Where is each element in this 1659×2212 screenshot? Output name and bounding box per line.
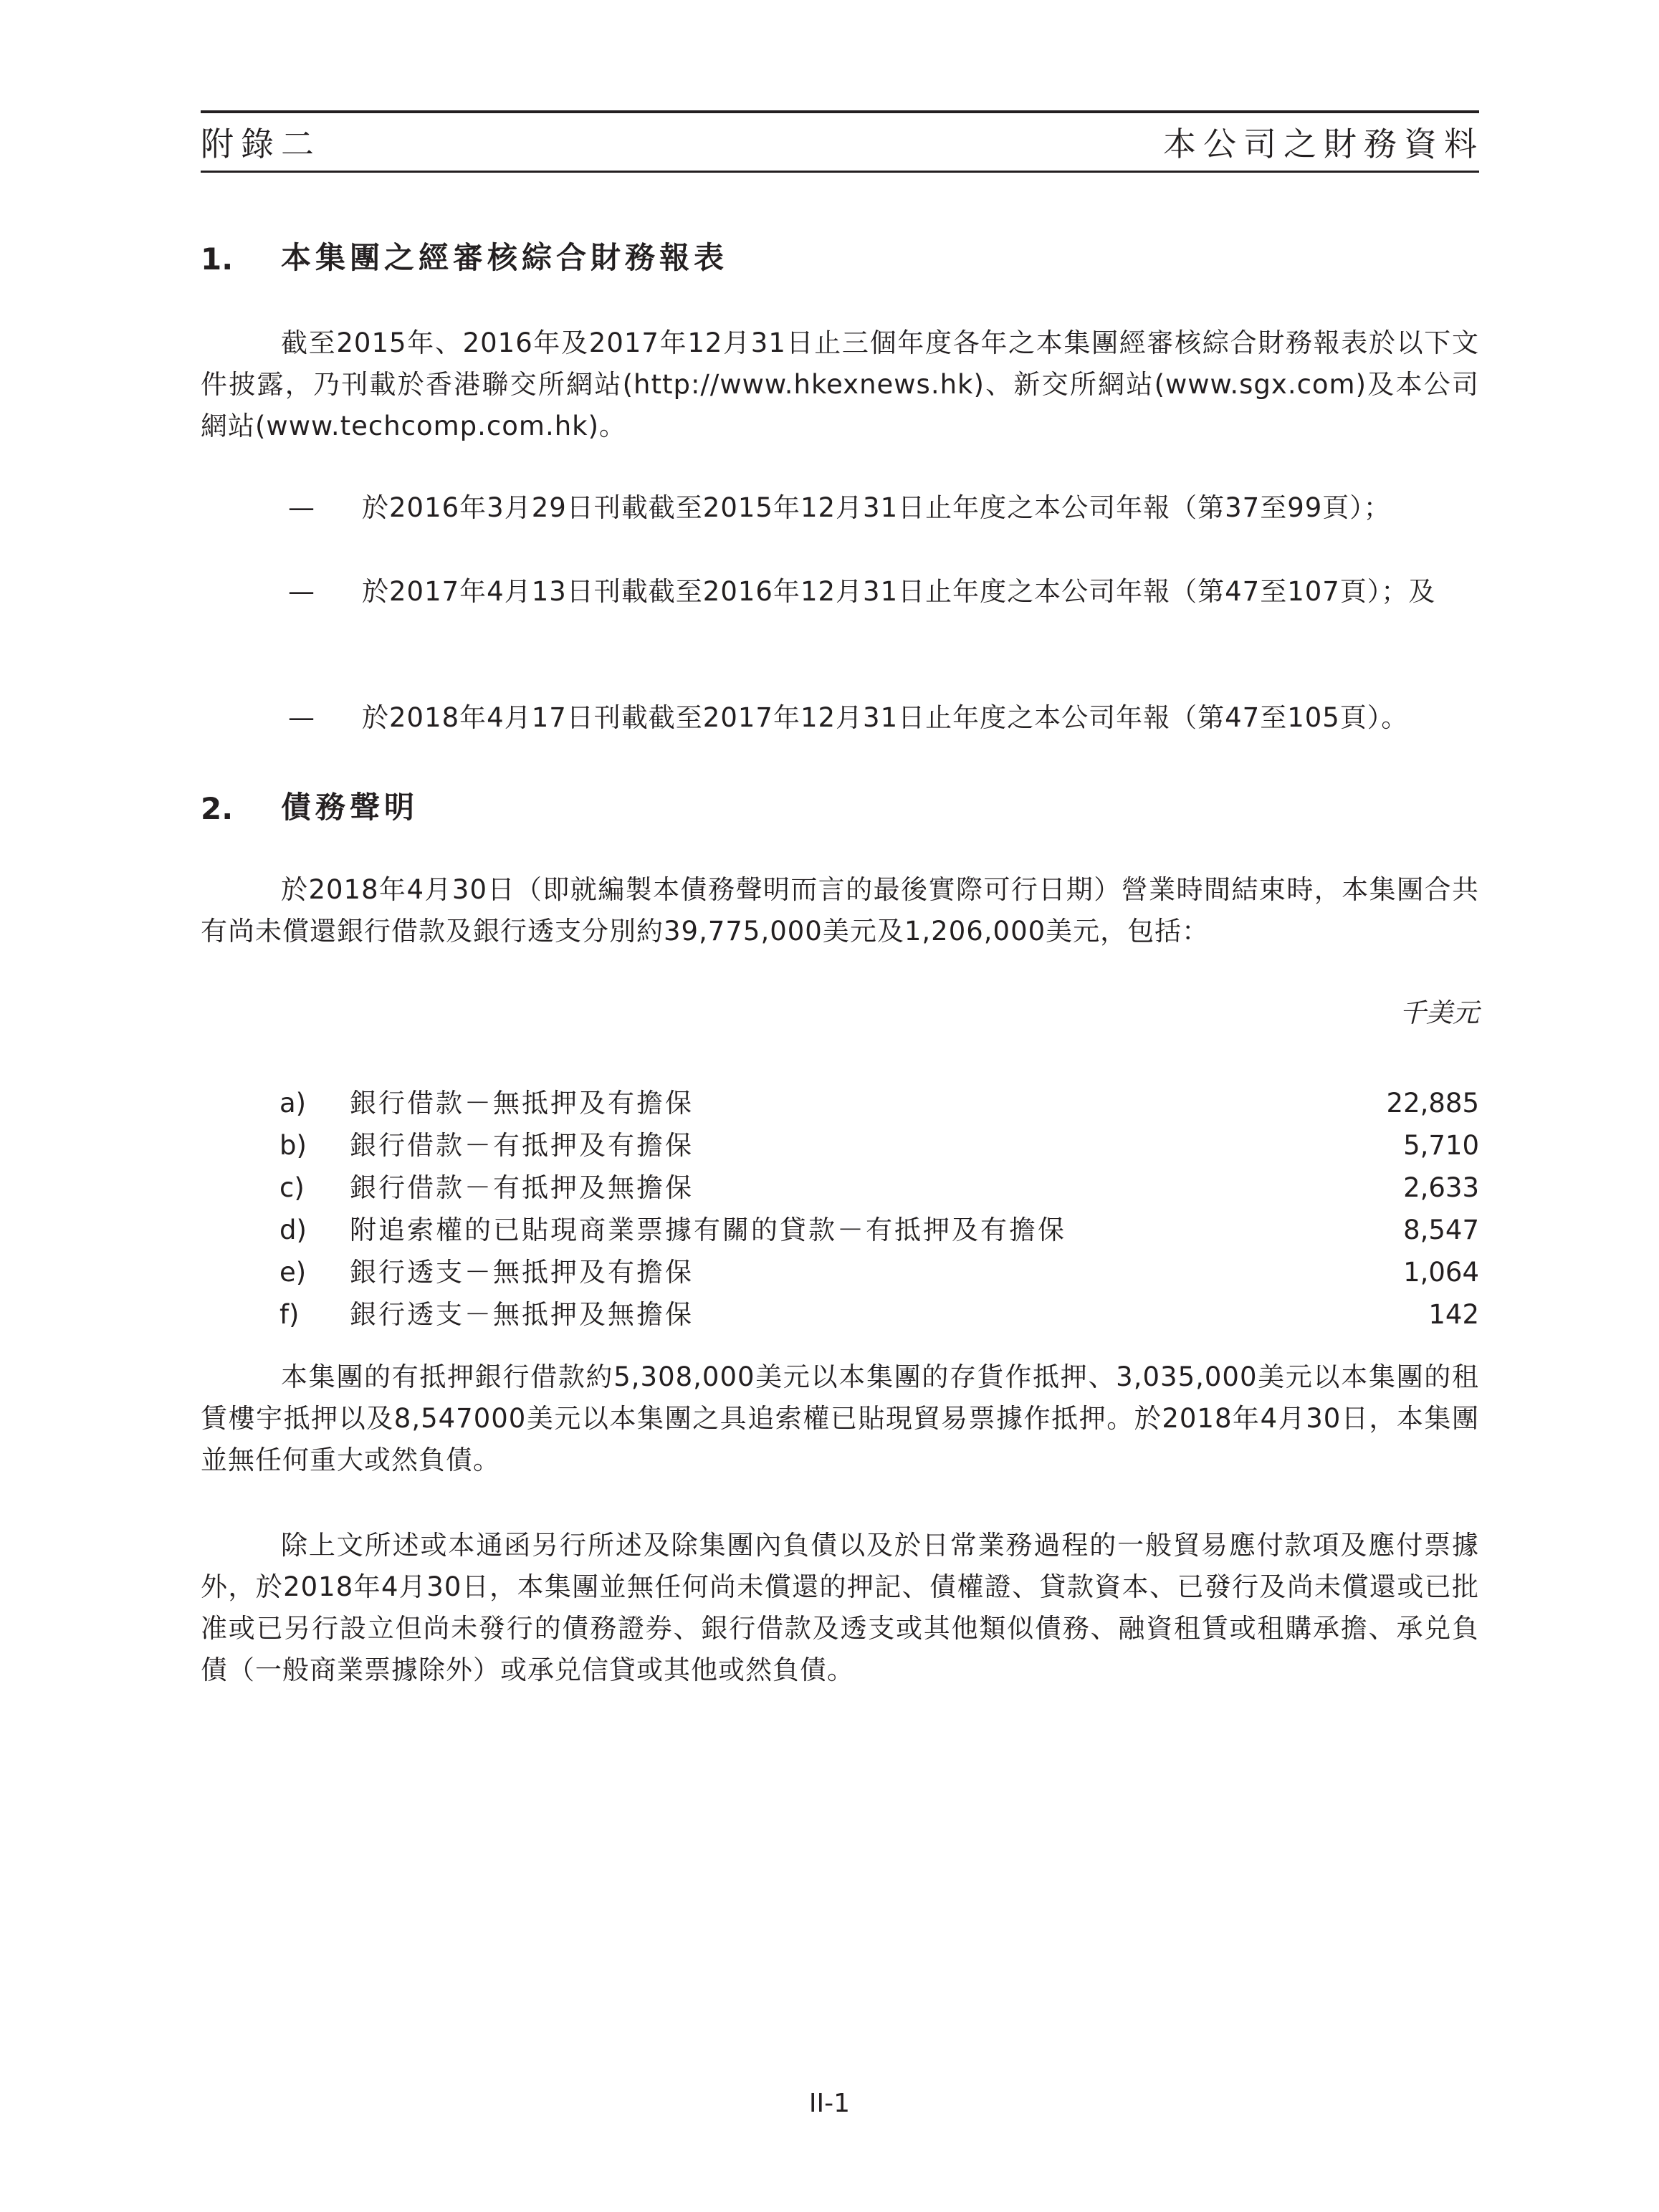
- row-amount: 22,885: [1386, 1088, 1479, 1119]
- section-1-item-2-dash: —: [288, 576, 315, 607]
- table-row: [279, 1082, 1479, 1124]
- table-row: [279, 1167, 1479, 1209]
- section-2-number: 2.: [201, 791, 234, 826]
- section-2-intro-text: 於2018年4月30日（即就編製本債務聲明而言的最後實際可行日期）營業時間結束時，本集團合共有尚未償還銀行借款及銀行透支分別約39,775,000美元及1,206,000美元，包括：: [201, 874, 1479, 947]
- section-2-secured-borrowings-paragraph: [201, 1356, 1479, 1481]
- section-1-item-3: 於2018年4月17日刊載截至2017年12月31日止年度之本公司年報（第47至105頁）。: [362, 702, 1409, 733]
- row-description: 銀行借款－有抵押及無擔保: [350, 1172, 694, 1203]
- section-1-item-2: 於2017年4月13日刊載截至2016年12月31日止年度之本公司年報（第47至107頁）；及: [362, 576, 1436, 607]
- row-label: a): [279, 1088, 307, 1119]
- row-label: d): [279, 1215, 307, 1245]
- section-2-para-2-text: 本集團的有抵押銀行借款約5,308,000美元以本集團的存貨作抵押、3,035,000美元以本集團的租賃樓宇抵押以及8,547000美元以本集團之具追索權已貼現貿易票據作抵押。於2018年4月30日，本集團並無任何重大或然負債。: [201, 1361, 1479, 1475]
- section-1-item-1-dash: —: [288, 492, 315, 523]
- section-2-title: 債務聲明: [281, 790, 419, 825]
- row-description: 銀行透支－無抵押及有擔保: [350, 1257, 694, 1288]
- row-description: 銀行借款－有抵押及有擔保: [350, 1130, 694, 1161]
- row-description: 附追索權的已貼現商業票據有關的貸款－有抵押及有擔保: [350, 1215, 1066, 1245]
- table-row: [279, 1293, 1479, 1336]
- section-2-intro: [201, 869, 1479, 952]
- section-1-number: 1.: [201, 241, 234, 277]
- row-description: 銀行透支－無抵押及無擔保: [350, 1299, 694, 1330]
- page-number: II-1: [808, 2089, 851, 2118]
- section-1-item-1: 於2016年3月29日刊載截至2015年12月31日止年度之本公司年報（第37至99頁）；: [362, 492, 1391, 523]
- table-row: [279, 1251, 1479, 1293]
- section-2-disclaimer-paragraph: [201, 1525, 1479, 1691]
- section-1-intro: [201, 322, 1479, 447]
- row-amount: 1,064: [1403, 1257, 1479, 1288]
- row-description: 銀行借款－無抵押及有擔保: [350, 1088, 694, 1119]
- row-amount: 8,547: [1403, 1215, 1479, 1245]
- header-bottom-rule: [201, 171, 1479, 173]
- indebtedness-table: [279, 1082, 1479, 1336]
- header-top-rule: [201, 110, 1479, 113]
- header-right-title: 本公司之財務資料: [1163, 125, 1484, 163]
- row-amount: 142: [1428, 1299, 1479, 1330]
- table-row: [279, 1124, 1479, 1167]
- section-1-intro-text: 截至2015年、2016年及2017年12月31日止三個年度各年之本集團經審核綜合財務報表於以下文件披露，乃刊載於香港聯交所網站(http://www.hkexnews.hk)、新交所網站(www.sgx.com)及本公司網站(www.techcomp.com.hk)。: [201, 327, 1479, 441]
- section-1-title: 本集團之經審核綜合財務報表: [281, 240, 729, 275]
- table-row: [279, 1209, 1479, 1251]
- section-1-item-3-dash: —: [288, 702, 315, 733]
- section-2-para-3-text: 除上文所述或本通函另行所述及除集團內負債以及於日常業務過程的一般貿易應付款項及應付票據外，於2018年4月30日，本集團並無任何尚未償還的押記、債權證、貸款資本、已發行及尚未償還或已批准或已另行設立但尚未發行的債務證券、銀行借款及透支或其他類似債務、融資租賃或租購承擔、承兑負債（一般商業票據除外）或承兑信貸或其他或然負債。: [201, 1530, 1479, 1685]
- row-amount: 2,633: [1403, 1172, 1479, 1203]
- row-label: b): [279, 1130, 307, 1161]
- row-label: c): [279, 1172, 305, 1203]
- currency-unit: 千美元: [1400, 997, 1479, 1028]
- row-amount: 5,710: [1403, 1130, 1479, 1161]
- row-label: f): [279, 1299, 300, 1330]
- header-left-title: 附錄二: [201, 125, 321, 163]
- row-label: e): [279, 1257, 307, 1288]
